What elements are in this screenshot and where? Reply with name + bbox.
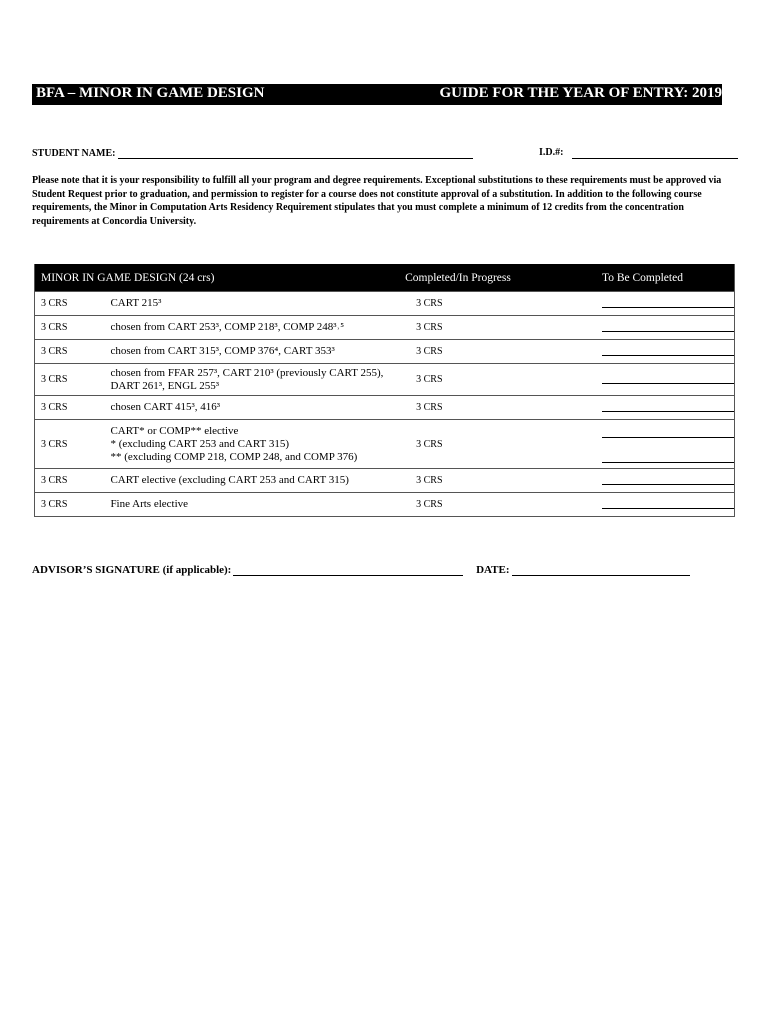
row-credits: 3 CRS: [35, 396, 107, 420]
row-to-be-completed[interactable]: [580, 493, 735, 517]
row-course: chosen from FFAR 257³, CART 210³ (previously CART 255), DART 261³, ENGL 255³: [106, 364, 403, 396]
student-info: [32, 147, 738, 159]
table-row: [35, 493, 735, 517]
row-completed: 3 CRS: [403, 340, 580, 364]
advisor-signature-field[interactable]: [233, 565, 463, 576]
row-completed: 3 CRS: [403, 469, 580, 493]
row-credits: 3 CRS: [35, 420, 107, 469]
row-to-be-completed[interactable]: [580, 396, 735, 420]
row-completed: 3 CRS: [403, 316, 580, 340]
row-completed: 3 CRS: [403, 420, 580, 469]
signature-line: [32, 564, 732, 576]
table-row: [35, 292, 735, 316]
header-program: MINOR IN GAME DESIGN (24 crs): [35, 264, 404, 292]
id-label: I.D.#:: [539, 147, 564, 158]
table-row: [35, 396, 735, 420]
row-course: CART elective (excluding CART 253 and CART 315): [106, 469, 403, 493]
row-credits: 3 CRS: [35, 469, 107, 493]
row-to-be-completed[interactable]: [580, 292, 735, 316]
course-line: CART* or COMP** elective: [110, 424, 239, 437]
id-field[interactable]: [572, 147, 738, 159]
row-to-be-completed[interactable]: [580, 420, 735, 469]
row-to-be-completed[interactable]: [580, 364, 735, 396]
row-course: chosen from CART 315³, COMP 376⁴, CART 353³: [106, 340, 403, 364]
course-line: ** (excluding COMP 218, COMP 248, and COMP 376): [110, 450, 358, 463]
table-row: [35, 340, 735, 364]
course-line: * (excluding CART 253 and CART 315): [110, 437, 289, 450]
row-course: Fine Arts elective: [106, 493, 403, 517]
table-row: [35, 420, 735, 469]
student-name-label: STUDENT NAME:: [32, 148, 116, 159]
row-completed: 3 CRS: [403, 292, 580, 316]
date-label: DATE:: [476, 564, 510, 576]
row-course: [106, 420, 403, 469]
row-credits: 3 CRS: [35, 364, 107, 396]
student-name-field[interactable]: [118, 147, 473, 159]
requirements-note: Please note that it is your responsibility to fulfill all your program and degree requirements. Exceptional substitutions to these requirements must be approved via Student Request prior to graduation, and permission to register for a course does not constitute approval of a substitution. In addition to the following course requirements, the Minor in Computation Arts Residency Requirement stipulates that you must complete a minimum of 12 credits from the concentration requirements at Concordia University.: [32, 175, 722, 227]
requirements-table: [34, 264, 735, 517]
row-credits: 3 CRS: [35, 316, 107, 340]
row-course: CART 215³: [106, 292, 403, 316]
row-course: chosen CART 415³, 416³: [106, 396, 403, 420]
table-row: [35, 364, 735, 396]
row-credits: 3 CRS: [35, 493, 107, 517]
row-credits: 3 CRS: [35, 340, 107, 364]
row-course: chosen from CART 253³, COMP 218³, COMP 248³˒⁵: [106, 316, 403, 340]
row-to-be-completed[interactable]: [580, 340, 735, 364]
date-field[interactable]: [512, 565, 690, 576]
table-header: [35, 264, 735, 292]
row-completed: 3 CRS: [403, 396, 580, 420]
row-to-be-completed[interactable]: [580, 316, 735, 340]
document-title: BFA – MINOR IN GAME DESIGN: [36, 85, 265, 101]
year-of-entry: GUIDE FOR THE YEAR OF ENTRY: 2019: [439, 85, 722, 101]
table-row: [35, 469, 735, 493]
row-credits: 3 CRS: [35, 292, 107, 316]
header-to-be-completed: To Be Completed: [580, 264, 735, 292]
advisor-signature-label: ADVISOR’S SIGNATURE (if applicable):: [32, 564, 232, 576]
row-to-be-completed[interactable]: [580, 469, 735, 493]
table-row: [35, 316, 735, 340]
title-bar: [32, 84, 722, 105]
row-completed: 3 CRS: [403, 364, 580, 396]
row-completed: 3 CRS: [403, 493, 580, 517]
header-completed: Completed/In Progress: [403, 264, 580, 292]
